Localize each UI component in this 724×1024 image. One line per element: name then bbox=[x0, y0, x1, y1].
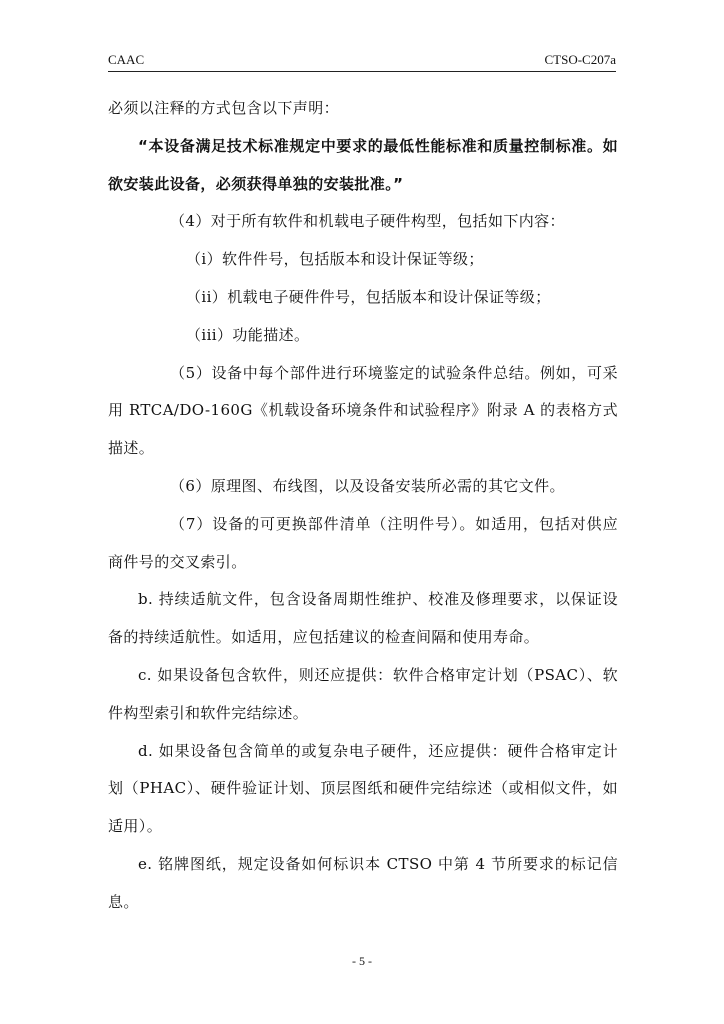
paragraph-item-4-iii: （iii）功能描述。 bbox=[186, 325, 310, 344]
paragraph-d: d. 如果设备包含简单的或复杂电子硬件，还应提供：硬件合格审定计划（PHAC）、硬件验证计划、顶层图纸和硬件完结综述（或相似文件，如适用）。 bbox=[108, 741, 618, 836]
document-body bbox=[108, 90, 618, 922]
header-org: CAAC bbox=[108, 52, 145, 67]
header-rule bbox=[108, 71, 616, 72]
paragraph-declaration: “本设备满足技术标准规定中要求的最低性能标准和质量控制标准。如欲安装此设备，必须获得单独的安装批准。” bbox=[108, 136, 618, 193]
page-header bbox=[108, 50, 616, 70]
paragraph-e: e. 铭牌图纸，规定设备如何标识本 CTSO 中第 4 节所要求的标记信息。 bbox=[108, 854, 618, 911]
paragraph-item-6: （6）原理图、布线图，以及设备安装所必需的其它文件。 bbox=[170, 476, 565, 495]
paragraph-item-7: （7）设备的可更换部件清单（注明件号）。如适用，包括对供应商件号的交叉索引。 bbox=[108, 514, 618, 571]
header-doc-id: CTSO-C207a bbox=[544, 52, 616, 67]
paragraph-item-4-ii: （ii）机载电子硬件件号，包括版本和设计保证等级； bbox=[186, 287, 551, 306]
paragraph-c: c. 如果设备包含软件，则还应提供：软件合格审定计划（PSAC）、软件构型索引和软件完结综述。 bbox=[108, 665, 618, 722]
paragraph-item-5: （5）设备中每个部件进行环境鉴定的试验条件总结。例如，可采用 RTCA/DO-160G《机载设备环境条件和试验程序》附录 A 的表格方式描述。 bbox=[108, 363, 618, 458]
paragraph-note-intro: 必须以注释的方式包含以下声明： bbox=[108, 99, 340, 117]
paragraph-b: b. 持续适航文件，包含设备周期性维护、校准及修理要求，以保证设备的持续适航性。如适用，应包括建议的检查间隔和使用寿命。 bbox=[108, 590, 618, 647]
paragraph-item-4-i: （i）软件件号，包括版本和设计保证等级； bbox=[186, 250, 484, 269]
paragraph-item-4: （4）对于所有软件和机载电子硬件构型，包括如下内容： bbox=[170, 212, 565, 231]
page-number: - 5 - bbox=[352, 954, 372, 968]
